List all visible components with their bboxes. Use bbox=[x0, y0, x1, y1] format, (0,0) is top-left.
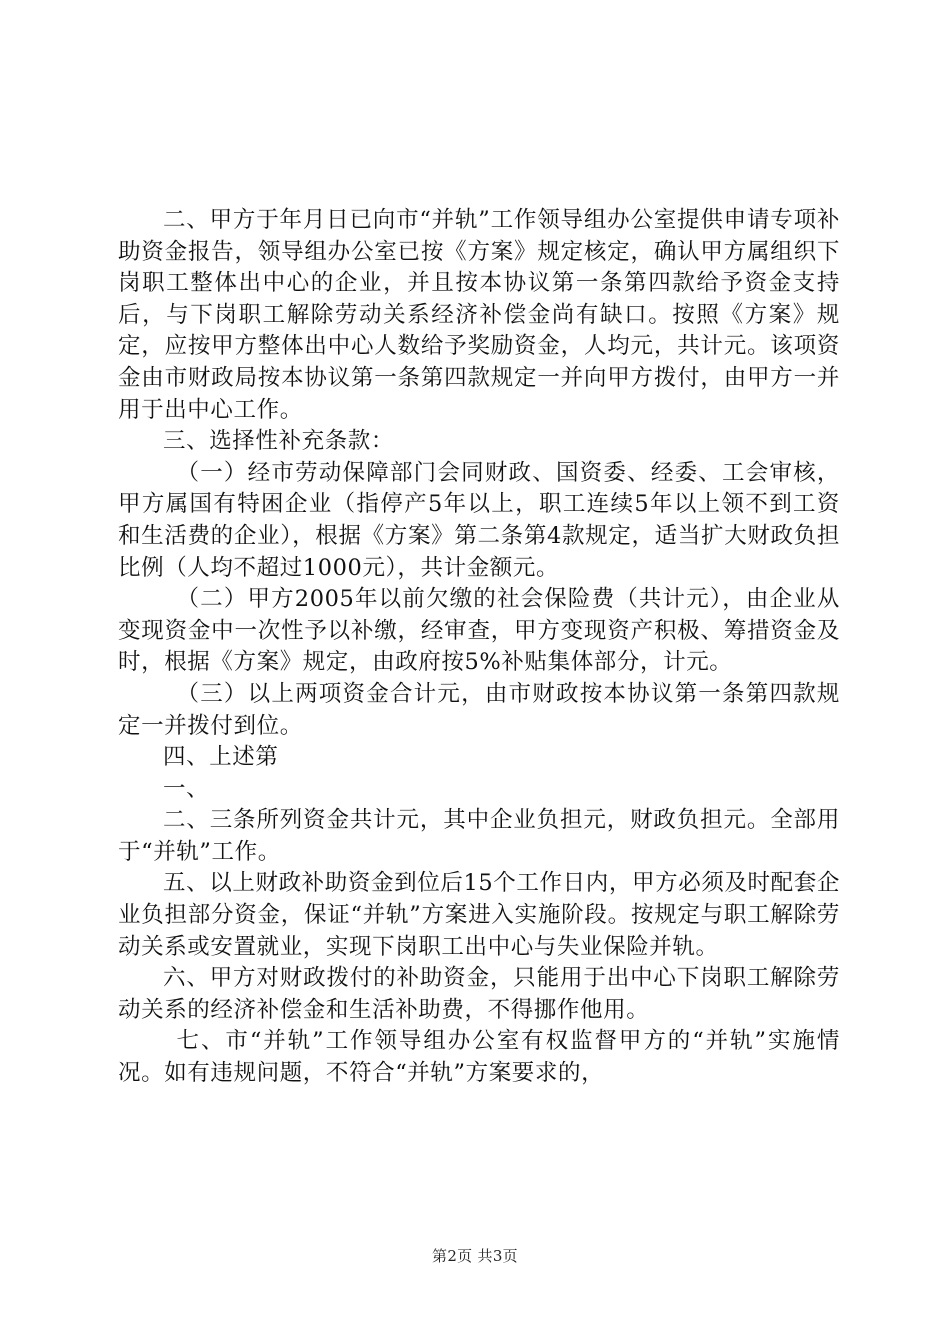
paragraph-article-7: 七、市“并轨”工作领导组办公室有权监督甲方的“并轨”实施情况。如有违规问题，不符合“并轨”方案要求的， bbox=[118, 1028, 840, 1087]
document-body bbox=[118, 205, 840, 1090]
paragraph-clause-3-1: （一）经市劳动保障部门会同财政、国资委、经委、工会审核，甲方属国有特困企业（指停产5年以上，职工连续5年以上领不到工资和生活费的企业），根据《方案》第二条第4款规定，适当扩大财政负担比例（人均不超过1000元），共计金额元。 bbox=[118, 459, 840, 581]
paragraph-clause-3-3: （三）以上两项资金合计元，由市财政按本协议第一条第四款规定一并拨付到位。 bbox=[118, 680, 840, 739]
paragraph-article-4-part-b: 一、 bbox=[163, 775, 210, 802]
page-number-footer: 第2页 共3页 bbox=[432, 1247, 518, 1265]
paragraph-article-5: 五、以上财政补助资金到位后15个工作日内，甲方必须及时配套企业负担部分资金，保证“并轨”方案进入实施阶段。按规定与职工解除劳动关系或安置就业，实现下岗职工出中心与失业保险并轨。 bbox=[118, 870, 840, 960]
paragraph-article-3-heading: 三、选择性补充条款： bbox=[163, 428, 395, 455]
paragraph-clause-3-2: （二）甲方2005年以前欠缴的社会保险费（共计元），由企业从变现资金中一次性予以补缴，经审查，甲方变现资产积极、筹措资金及时，根据《方案》规定，由政府按5%补贴集体部分，计元。 bbox=[118, 586, 840, 676]
paragraph-article-2: 二、甲方于年月日已向市“并轨”工作领导组办公室提供申请专项补助资金报告，领导组办公室已按《方案》规定核定，确认甲方属组织下岗职工整体出中心的企业，并且按本协议第一条第四款给予资金支持后，与下岗职工解除劳动关系经济补偿金尚有缺口。按照《方案》规定，应按甲方整体出中心人数给予奖励资金，人均元，共计元。该项资金由市财政局按本协议第一条第四款规定一并向甲方拨付，由甲方一并用于出中心工作。 bbox=[118, 207, 840, 423]
paragraph-article-6: 六、甲方对财政拨付的补助资金，只能用于出中心下岗职工解除劳动关系的经济补偿金和生活补助费，不得挪作他用。 bbox=[118, 965, 840, 1023]
paragraph-article-4-part-a: 四、上述第 bbox=[163, 744, 279, 771]
paragraph-article-4-part-c: 二、三条所列资金共计元，其中企业负担元，财政负担元。全部用于“并轨”工作。 bbox=[118, 807, 840, 865]
